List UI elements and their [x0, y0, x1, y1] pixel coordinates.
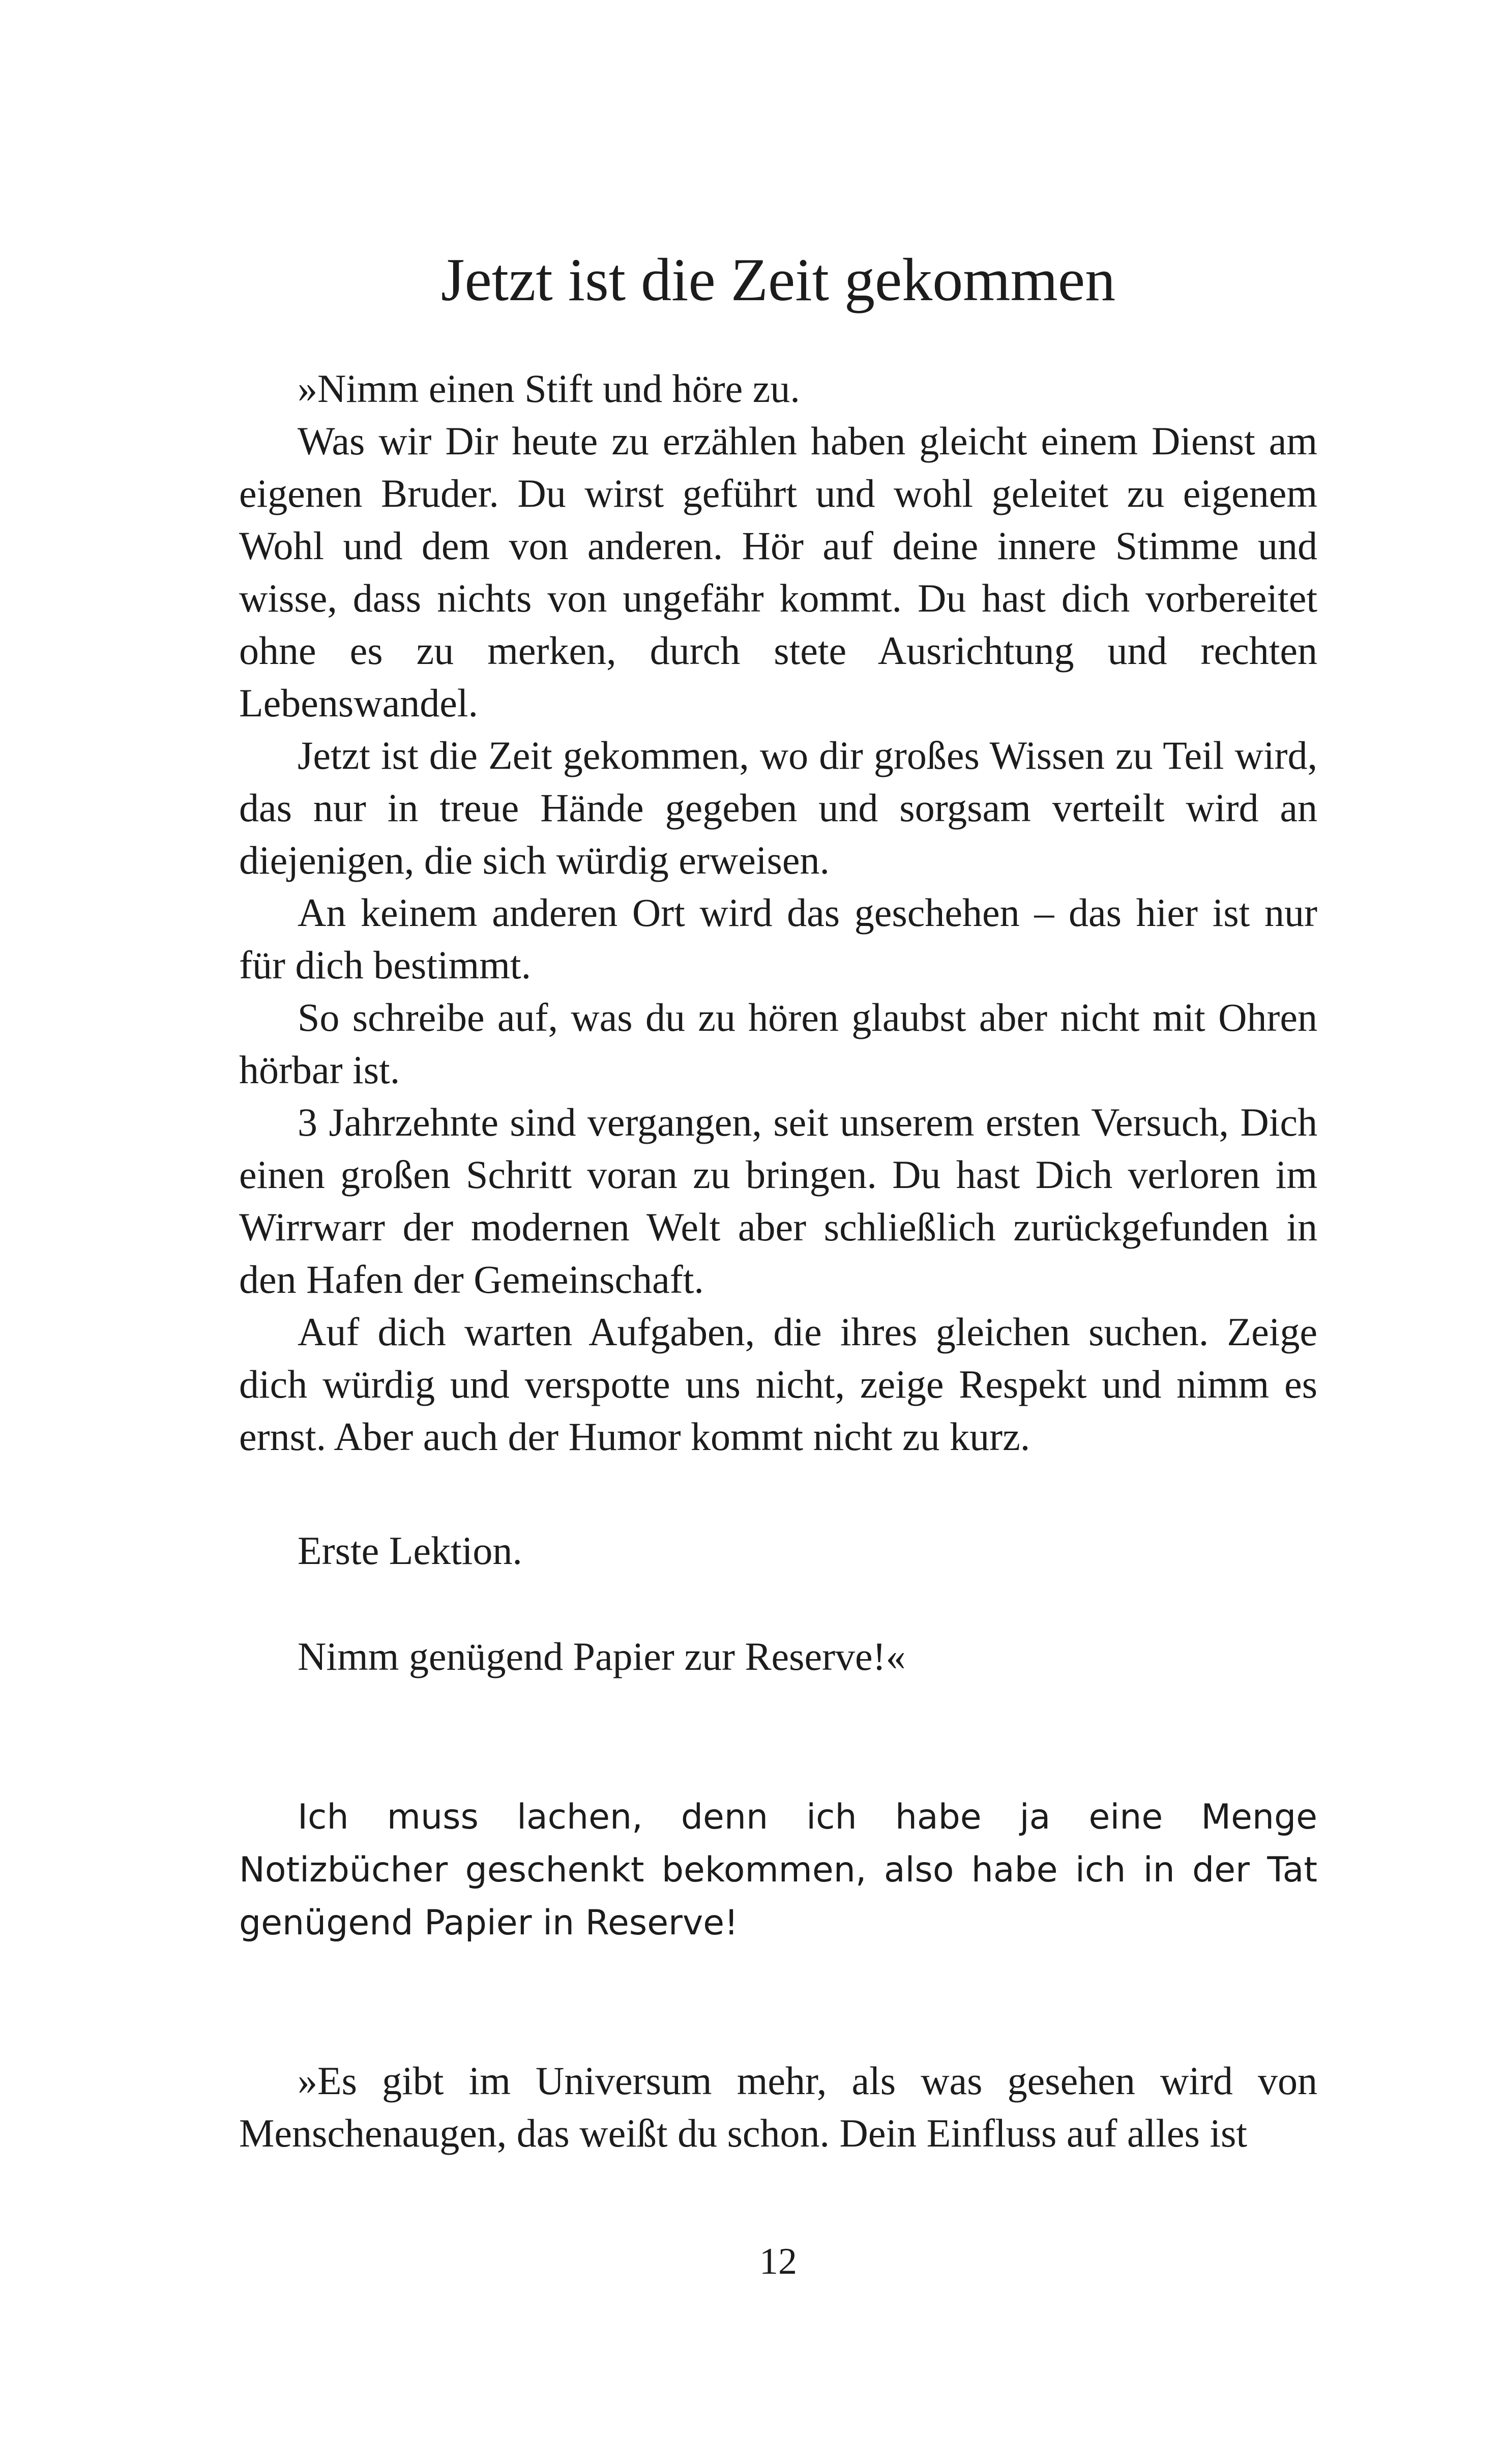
- lesson-text-block: [239, 1630, 1317, 1683]
- paragraph: 3 Jahrzehnte sind vergangen, seit unserem ersten Versuch, Dich einen großen Schritt voran zu bringen. Du hast Dich verloren im Wirrwarr der modernen Welt aber schließlich zurückgefunden in den Hafen der Gemeinschaft.: [239, 1100, 1317, 1301]
- paragraph: Was wir Dir heute zu erzählen haben gleicht einem Dienst am eigenen Bruder. Du wirst geführt und wohl geleitet zu eigenem Wohl und dem von anderen. Hör auf deine innere Stimme und wisse, dass nichts von ungefähr kommt. Du hast dich vorbereitet ohne es zu merken, durch stete Ausrichtung und rechten Lebenswandel.: [239, 419, 1317, 725]
- lesson-heading: Erste Lektion.: [298, 1528, 522, 1573]
- book-page: [239, 0, 1317, 2464]
- paragraph: Jetzt ist die Zeit gekommen, wo dir großes Wissen zu Teil wird, das nur in treue Hände gegeben und sorgsam verteilt wird an diejenigen, die sich würdig erweisen.: [239, 733, 1317, 882]
- lesson-heading-block: [239, 1524, 1317, 1577]
- paragraph: So schreibe auf, was du zu hören glaubst aber nicht mit Ohren hörbar ist.: [239, 995, 1317, 1092]
- page-number: 12: [759, 2241, 797, 2282]
- paragraph: An keinem anderen Ort wird das geschehen – das hier ist nur für dich bestimmt.: [239, 890, 1317, 987]
- message-block: [239, 362, 1317, 1463]
- paragraph: Auf dich warten Aufgaben, die ihres gleichen suchen. Zeige dich würdig und verspotte uns nicht, zeige Respekt und nimm es ernst. Aber auch der Humor kommt nicht zu kurz.: [239, 1310, 1317, 1459]
- lesson-text: Nimm genügend Papier zur Reserve!«: [298, 1634, 906, 1678]
- narrator-paragraph: Ich muss lachen, denn ich habe ja eine Menge Notizbücher geschenkt bekommen, also habe ich in der Tat genügend Papier in Reserve!: [239, 1797, 1317, 1943]
- continuation-paragraph: »Es gibt im Universum mehr, als was gesehen wird von Menschenaugen, das weißt du schon. Dein Einfluss auf alles ist: [239, 2059, 1317, 2155]
- continuation-block: [239, 2054, 1317, 2159]
- paragraph: »Nimm einen Stift und höre zu.: [298, 366, 800, 411]
- narrator-block: [239, 1791, 1317, 1950]
- chapter-title: Jetzt ist die Zeit gekommen: [440, 246, 1116, 313]
